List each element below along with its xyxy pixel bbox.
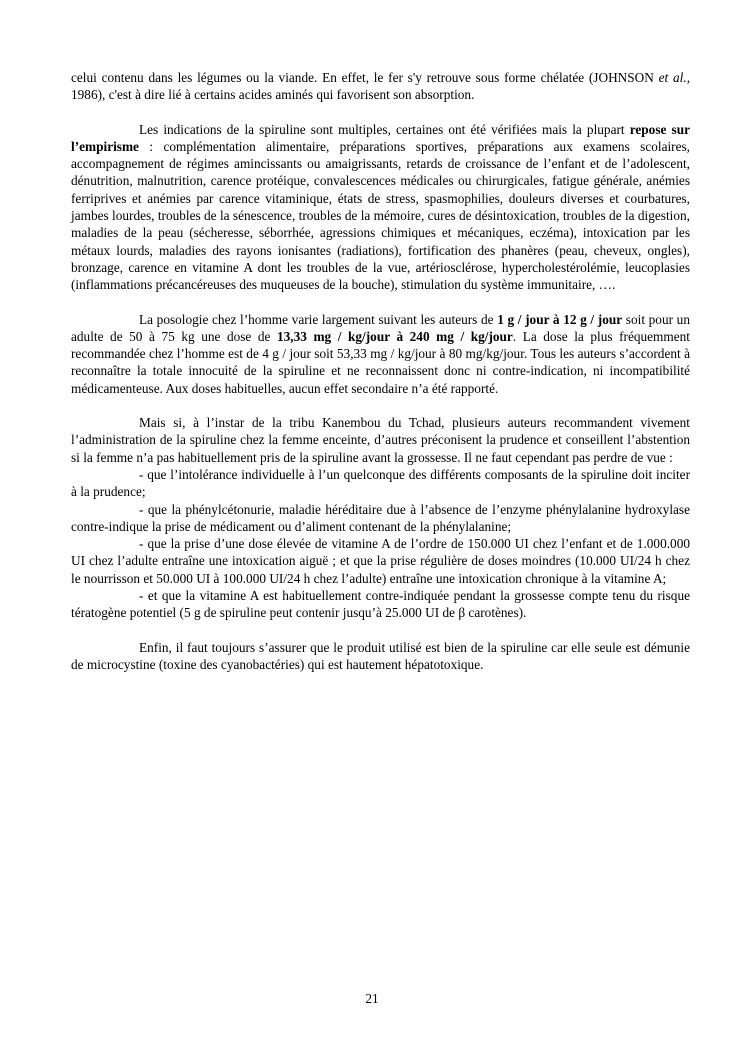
citation-etal: et al. [658,70,687,85]
text-run: La posologie chez l’homme varie largement suivant les auteurs de [139,311,498,327]
list-item: - que la phénylcétonurie, maladie héréditaire due à l’absence de l’enzyme phénylalanine hydroxylase contre-indique la prise de médicament ou d’aliment contenant de la phénylalanine; [71,501,690,534]
text-run: : complémentation alimentaire, préparations sportives, préparations aux examens scolaires, accompagnement de régimes amincissants ou amaigrissants, retards de croissance de l’enfant et de l’adolescent, dénutrition, malnutrition, carence protéique, convalescences médicales ou chirurgicales, fatigue générale, anémies ferriprives et anémies par carence vitaminique, états de stress, spasmophilies, douleurs diverses et courbatures, jambes lourdes, troubles de la sénescence, troubles de la mémoire, cures de désintoxication, troubles de la digestion, maladies de la peau (sécheresse, séborrhée, agressions chimiques et mécaniques, eczéma), intoxication par les métaux lourds, maladies des rayons ionisantes (radiations), fortification des phanères (peau, cheveux, ongles), bronzage, carence en vitamine A dont les troubles de la vue, artériosclérose, hypercholestérolémie, leucoplasies (inflammations précancéreuses des muqueuses de la bouche), stimulation du système immunitaire, …. [71,138,690,293]
paragraph-conclusion: Enfin, il faut toujours s’assurer que le produit utilisé est bien de la spiruline car elle seule est démunie de microcystine (toxine des cyanobactéries) qui est hautement hépatotoxique. [71,639,690,672]
text-run: Les indications de la spiruline sont multiples, certaines ont été vérifiées mais la plupart [139,121,630,137]
paragraph-grossesse: Mais si, à l’instar de la tribu Kanembou du Tchad, plusieurs auteurs recommandent vivement l’administration de la spiruline chez la femme enceinte, d’autres préconisent la prudence et conseillent l’abstention si la femme n’a pas habituellement pris de la spiruline avant la grossesse. Il ne faut cependant pas perdre de vue : [71,415,690,465]
list-item: - que la prise d’une dose élevée de vitamine A de l’ordre de 150.000 UI chez l’enfant et de 1.000.000 UI chez l’adulte entraîne une intoxication aiguë ; et que la prise régulière de doses moindres (10.000 UI/24 h chez le nourrisson et 50.000 UI à 100.000 UI/24 h chez l’adulte) entraîne une intoxication chronique à la vitamine A; [71,536,690,586]
paragraph-posologie [71,311,690,397]
bold-dose-range: 1 g / jour à 12 g / jour [497,311,623,327]
bold-empirisme: repose sur l’empirisme [71,121,690,154]
paragraph-intro [71,69,690,104]
text-run: celui contenu dans les légumes ou la viande. En effet, le fer s'y retrouve sous forme chélatée (JOHNSON [71,70,659,85]
page-number: 21 [365,991,379,1006]
list-item: - que l’intolérance individuelle à l’un quelconque des différents composants de la spiruline doit inciter à la prudence; [71,466,690,500]
paragraph-indications [71,121,690,294]
text-run: , 1986), c'est à dire lié à certains acides aminés qui favorisent son absorption. [71,70,691,103]
text-run: soit pour un adulte de 50 à 75 kg une dose de [71,311,690,344]
text-run: . La dose la plus fréquemment recommandée chez l’homme est de 4 g / jour soit 53,33 mg / kg/jour à 80 mg/kg/jour. Tous les auteurs s’accordent à reconnaître la totale innocuité de la spiruline et ne reconnaissent donc ni contre-indication, ni incompatibilité médicamenteuse. Aux doses habituelles, aucun effet secondaire n’a été rapporté. [71,328,690,396]
list-item: - et que la vitamine A est habituellement contre-indiquée pendant la grossesse compte tenu du risque tératogène potentiel (5 g de spiruline peut contenir jusqu’à 25.000 UI de β carotènes). [71,588,690,621]
document-body [71,69,690,673]
bold-dose-per-kg: 13,33 mg / kg/jour à 240 mg / kg/jour [277,328,513,344]
